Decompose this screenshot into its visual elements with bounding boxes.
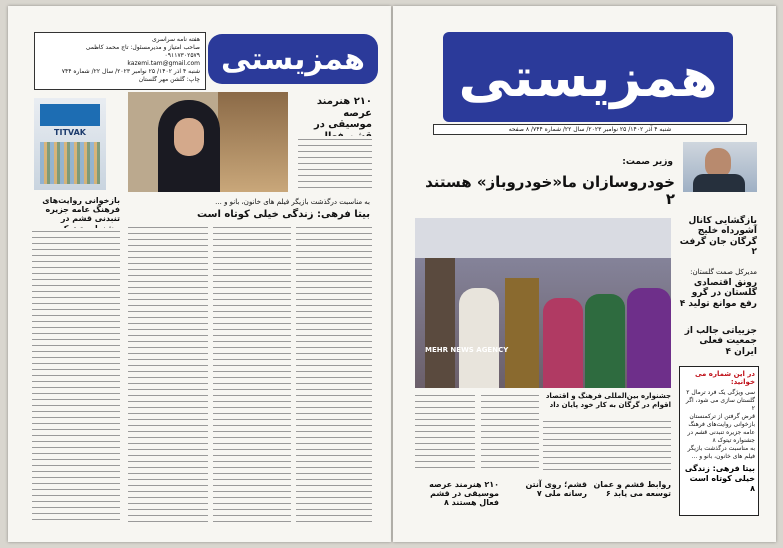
bottom-headline-2: قشم؛ روی آنتن رسانه ملی ۷: [525, 480, 587, 499]
box-item[interactable]: سی ویژگی یک فرد ترمال ۲: [686, 389, 755, 396]
headline-titvak: بازخوانی روایت‌های فرهنگ عامه جزیره تنبدنی قشم در: [42, 196, 120, 224]
info-line: شنبه ۴ آذر ۱۴۰۲/ ۲۵ نوامبر ۲۰۲۳/ سال ۲۲/ شماره ۷۴۴: [61, 68, 200, 75]
text-column: [32, 228, 120, 524]
actress-photo: [128, 92, 288, 192]
headline-music: ۲۱۰ هنرمند عرصه موسیقی در: [313, 96, 372, 130]
festival-caption: جشنواره بین‌المللی فرهنگ و اقتصاد اقوام در گرگان به کار خود پایان داد: [545, 392, 671, 409]
left-page: [8, 6, 391, 542]
side-kicker-2: مدیرکل صمت گلستان:: [690, 268, 757, 276]
box-item[interactable]: به مناسبت درگذشت بازیگر فیلم های خانون، بانو و ...: [687, 445, 755, 460]
masthead-small: همزیستی: [208, 34, 378, 84]
info-line: kazemi.tam@gmail.com: [127, 60, 200, 67]
text-column: [481, 392, 539, 472]
info-line: ۰۹۱۱۷۳۰۲۵۷۹: [164, 52, 200, 59]
photo-watermark: MEHR NEWS AGENCY: [425, 346, 509, 354]
in-this-issue-box: [679, 366, 759, 516]
publisher-info-box: [34, 32, 206, 90]
text-column: [543, 418, 671, 472]
side-headline-1: بازگشایی کانال آشورداه خلیج گرگان جان گرفت ۲: [679, 216, 757, 258]
box-item[interactable]: بازخوانی روایت‌های فرهنگ عامه جزیره تنبدنی قشم در جشنواره تیتوک ۸: [687, 421, 755, 444]
headline-bita-farahi: بیتا فرهی: زندگی خیلی کوتاه است: [197, 209, 370, 220]
main-headline: خودروسازان ما«خودروباز» هستند ۲: [425, 173, 675, 209]
date-line: شنبه ۴ آذر ۱۴۰۲/ ۲۵ نوامبر ۲۰۲۳/ سال ۲۲/ شماره ۷۴۴/ ۸ صفحه: [433, 124, 747, 135]
bottom-headline-1: روابط قشم و عمان توسعه می یابد ۶: [593, 480, 671, 499]
masthead-main: همزیستی: [443, 32, 733, 122]
info-line: هفته نامه سراسری: [151, 36, 200, 43]
box-title: در این شماره می خوانید:: [694, 370, 755, 386]
text-column: [213, 224, 291, 524]
side-headline-3: جزییاتی جالب از جمعیت فعلی ایران ۴: [684, 326, 757, 357]
poster-title: TITVAK: [54, 128, 86, 137]
info-line: چاپ: گلشن مهر گلستان: [138, 76, 200, 83]
kicker-minister: وزیر صمت:: [622, 157, 673, 167]
info-line: صاحب امتیاز و مدیرمسئول: تاج محمد کاظمی: [85, 44, 200, 51]
right-page: [393, 6, 776, 542]
text-column: [296, 224, 372, 524]
festival-poster: [34, 98, 106, 190]
minister-photo: [683, 142, 757, 192]
box-item[interactable]: گلستان سازی می شود، اگر ۲: [685, 397, 755, 412]
newspaper-spread: [8, 6, 776, 542]
bottom-headline-3: ۲۱۰ هنرمند عرصه موسیقی در قشم فعال هستند ۸: [429, 480, 499, 508]
side-headline-2: رونق اقتصادی گلستان در گرو رفع موانع تولید ۴: [679, 278, 757, 309]
text-column: [298, 136, 372, 191]
photo-caption-intro: به مناسبت درگذشت بازیگر فیلم های خانون، بانو و ...: [215, 198, 370, 206]
text-column: [128, 224, 208, 524]
box-item[interactable]: قرض گرفتن از ترکمنستان: [689, 413, 755, 420]
box-feature[interactable]: بیتا فرهی: زندگی خیلی کوتاه است ۸: [684, 464, 755, 493]
festival-photo: [415, 218, 671, 388]
text-column: [415, 392, 475, 472]
